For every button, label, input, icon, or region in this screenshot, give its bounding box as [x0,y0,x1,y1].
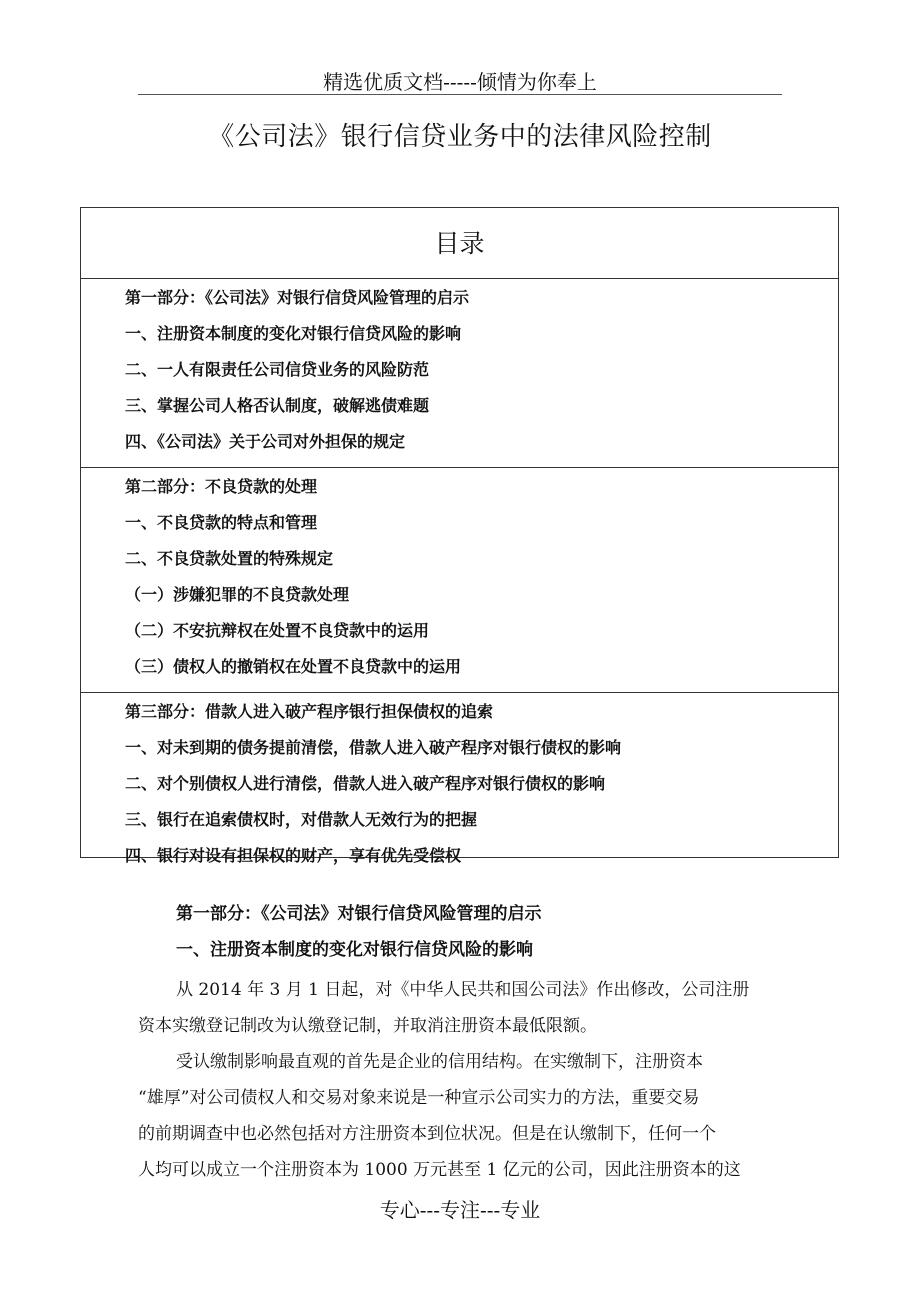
document-title: 《公司法》银行信贷业务中的法律风险控制 [208,122,712,152]
toc-heading: 目录 [81,208,838,279]
section-heading: 一、注册资本制度的变化对银行信贷风险的影响 [176,940,533,960]
toc-item: 第一部分：《公司法》对银行信贷风险管理的启示 [125,288,470,307]
paragraph-1 [138,972,784,1044]
toc-item: 二、对个别债权人进行清偿，借款人进入破产程序对银行债权的影响 [125,774,606,793]
toc-item: （三）债权人的撤销权在处置不良贷款中的运用 [125,657,462,676]
toc-section-3 [81,693,838,881]
table-of-contents [80,207,839,865]
toc-item: 四、《公司法》关于公司对外担保的规定 [125,432,406,451]
paragraph-line: 从 2014 年 3 月 1 日起，对《中华人民共和国公司法》作出修改，公司注册 [176,980,750,1000]
toc-item: 三、银行在追索债权时，对借款人无效行为的把握 [125,810,478,829]
paragraph-line: 受认缴制影响最直观的首先是企业的信用结构。在实缴制下，注册资本 [176,1052,703,1072]
toc-item: （一）涉嫌犯罪的不良贷款处理 [125,585,350,604]
toc-item: （二）不安抗辩权在处置不良贷款中的运用 [125,621,430,640]
part-heading: 第一部分：《公司法》对银行信贷风险管理的启示 [176,904,542,924]
toc-item: 二、不良贷款处置的特殊规定 [125,549,334,568]
paragraph-2 [138,1044,784,1188]
toc-item: 一、注册资本制度的变化对银行信贷风险的影响 [125,324,462,343]
page-footer: 专心---专注---专业 [379,1198,541,1222]
toc-item: 一、不良贷款的特点和管理 [125,513,318,532]
paragraph-line: 的前期调查中也必然包括对方注册资本到位状况。但是在认缴制下，任何一个 [138,1124,716,1144]
toc-section-2 [81,468,838,693]
toc-item: 一、对未到期的债务提前清偿，借款人进入破产程序对银行债权的影响 [125,738,622,757]
page-header: 精选优质文档-----倾情为你奉上 [323,70,597,94]
toc-item: 三、掌握公司人格否认制度，破解逃债难题 [125,396,430,415]
toc-item: 二、一人有限责任公司信贷业务的风险防范 [125,360,430,379]
body-content [138,900,784,1188]
paragraph-line: “雄厚”对公司债权人和交易对象来说是一种宣示公司实力的方法，重要交易 [138,1088,700,1108]
header-divider [138,94,782,95]
toc-section-1 [81,279,838,468]
paragraph-line: 资本实缴登记制改为认缴登记制，并取消注册资本最低限额。 [138,1016,597,1036]
toc-item: 第二部分：不良贷款的处理 [125,477,318,496]
toc-item: 第三部分：借款人进入破产程序银行担保债权的追索 [125,702,494,721]
toc-item: 四、银行对设有担保权的财产，享有优先受偿权 [125,846,462,865]
paragraph-line: 人均可以成立一个注册资本为 1000 万元甚至 1 亿元的公司，因此注册资本的这 [138,1160,741,1180]
